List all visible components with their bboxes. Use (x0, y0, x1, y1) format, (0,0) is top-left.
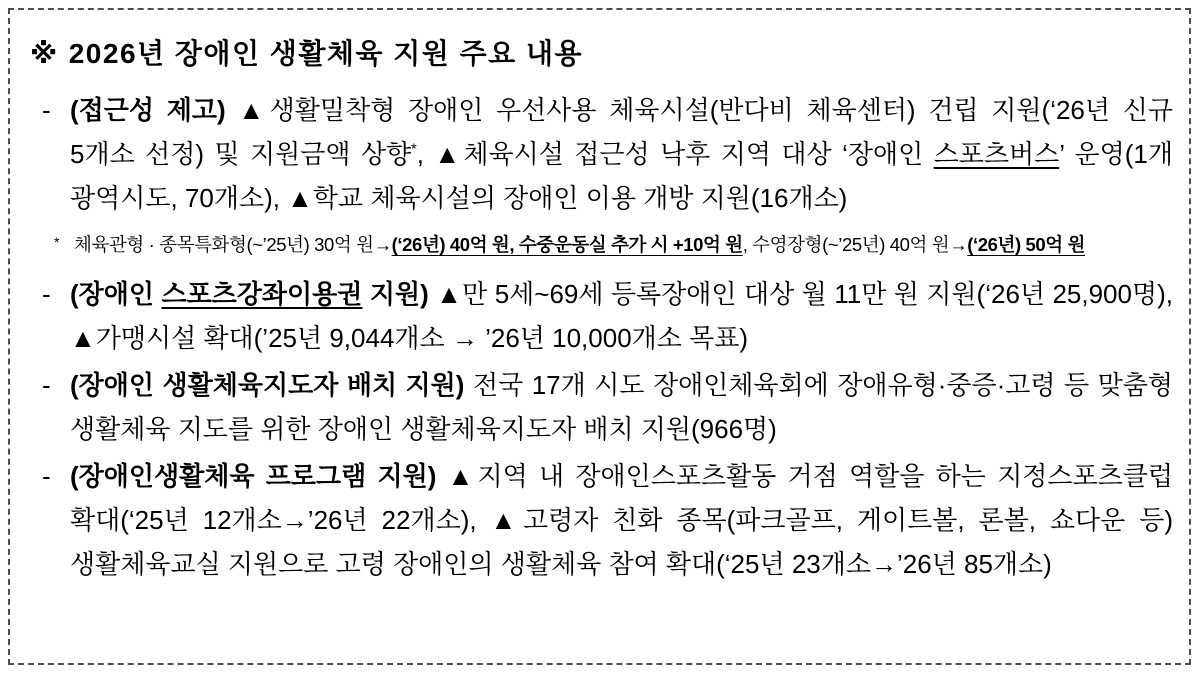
bullet-sports-voucher (24, 272, 1173, 360)
dashed-border-box (8, 8, 1191, 665)
text-segment: 스포츠강좌이용권 (161, 279, 363, 309)
footnote-budget (24, 230, 1173, 260)
footnote-budget-marker: * (54, 234, 60, 250)
bullet-sports-voucher-marker: - (42, 279, 51, 309)
text-segment: (장애인 생활체육지도자 배치 지원) (70, 370, 465, 400)
text-segment: , ▲체육시설 접근성 낙후 지역 대상 ‘장애인 (416, 139, 934, 169)
text-segment: ’ 운영(1개 광역시도, 70개소), ▲학교 체육시설의 장애인 이용 개방 지원(16개소) (70, 139, 1173, 213)
text-segment: ▲지역 내 장애인스포츠활동 거점 역할을 하는 지정스포츠클럽 확대(‘25년 12개소→’26년 22개소), ▲고령자 친화 종목(파크골프, 게이트볼, 론볼, 쇼다운 등) 생활체육교실 지원으로 고령 장애인의 생활체육 참여 확대(‘25년 23개소→’26년 85개소) (70, 461, 1174, 579)
text-segment: (장애인 (70, 279, 162, 309)
bullet-accessibility-marker: - (42, 95, 51, 125)
text-segment: * (411, 141, 417, 158)
bullet-program-support (24, 454, 1173, 586)
text-segment: , 수영장형(~’25년) 40억 원→ (742, 234, 968, 255)
bullet-program-support-marker: - (42, 461, 51, 491)
bullet-accessibility (24, 88, 1173, 220)
text-segment: 체육관형 · 종목특화형(~’25년) 30억 원→ (74, 234, 392, 255)
bullet-instructor-placement-marker: - (42, 370, 51, 400)
content-blocks (24, 88, 1173, 586)
text-segment: 스포츠버스 (933, 139, 1060, 169)
text-segment: ▲만 5세~69세 등록장애인 대상 월 11만 원 지원(‘26년 25,900명), ▲가맹시설 확대(’25년 9,044개소 → ’26년 10,000개소 목표) (70, 279, 1173, 353)
reference-mark: ※ (30, 38, 59, 69)
text-segment: (‘26년) 50억 원 (967, 234, 1085, 255)
bullet-instructor-placement (24, 363, 1173, 451)
text-segment: 전국 17개 시도 장애인체육회에 장애유형·중증·고령 등 맞춤형 생활체육 지도를 위한 장애인 생활체육지도자 배치 지원(966명) (70, 370, 1173, 444)
text-segment: 지원) (362, 279, 429, 309)
text-segment: ▲생활밀착형 장애인 우선사용 체육시설(반다비 체육센터) 건립 지원(‘26년 신규 5개소 선정) 및 지원금액 상향 (70, 95, 1173, 169)
text-segment: (접근성 제고) (70, 95, 226, 125)
page-title-text: 2026년 장애인 생활체육 지원 주요 내용 (68, 38, 584, 69)
text-segment: (‘26년) 40억 원, 수중운동실 추가 시 +10억 원 (391, 234, 743, 255)
page-title (30, 32, 1173, 72)
text-segment: (장애인생활체육 프로그램 지원) (70, 461, 437, 491)
